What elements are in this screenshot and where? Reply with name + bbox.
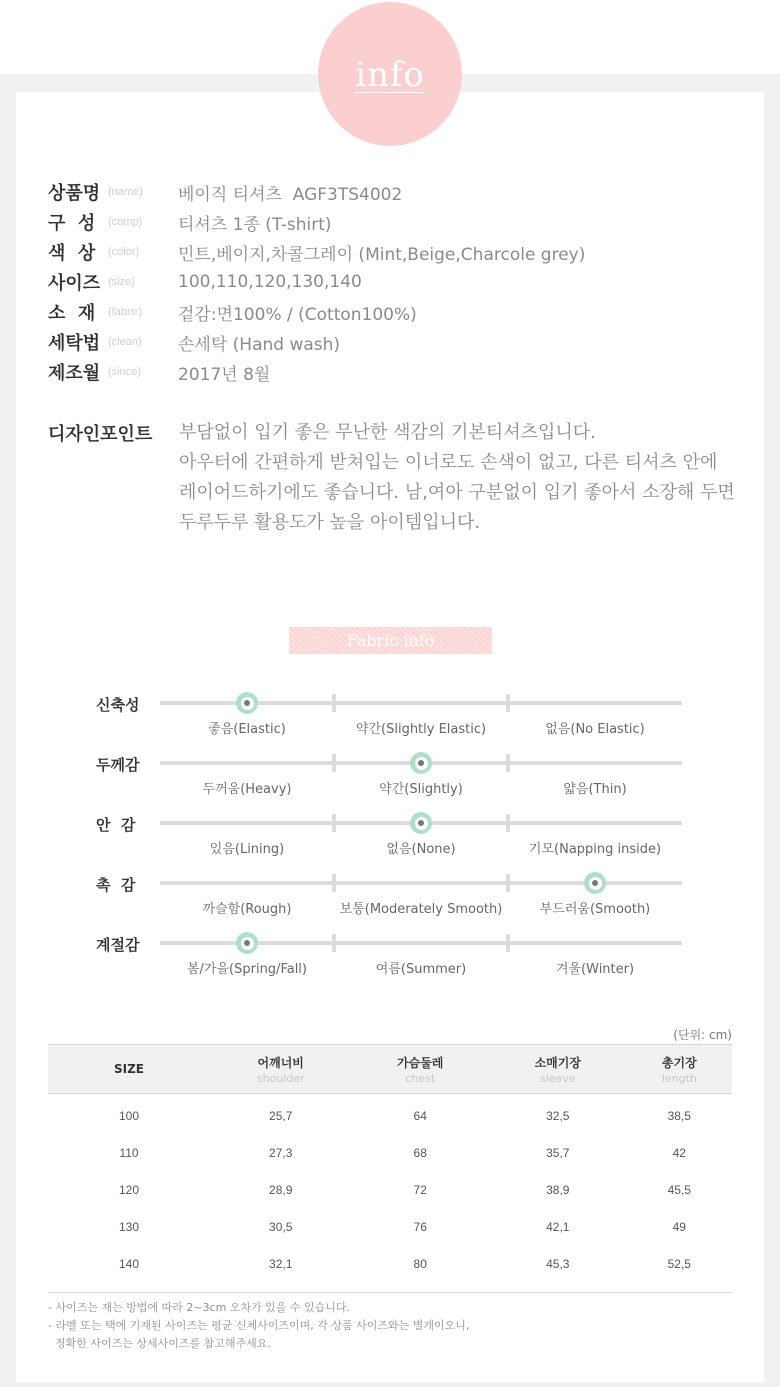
fabric-option: 좋음(Elastic) [208,722,286,737]
fabric-info-banner [289,627,492,654]
table-row [48,1245,732,1282]
spec-row [48,327,340,357]
design-point-line: 두루두루 활용도가 높을 아이템입니다. [179,512,481,533]
table-cell: 42,1 [546,1219,570,1234]
table-cell: 52,5 [667,1256,691,1271]
table-cell: 100 [118,1108,140,1123]
header-sleeve: 소매기장 sleeve [489,1045,627,1094]
table-cell: 38,9 [546,1182,570,1197]
spec-sub: (clean) [108,336,142,348]
table-cell: 25,7 [269,1108,293,1123]
spec-row [48,177,402,207]
size-table [48,1044,732,1282]
fabric-tick [506,754,510,772]
spec-key: 구 성 [48,213,96,234]
spec-value: 100,110,120,130,140 [178,272,362,292]
header-length: 총기장 length [627,1045,732,1094]
spec-sub: (size) [108,276,135,288]
marker-center-dot [418,760,424,766]
fabric-selected-marker [236,692,258,714]
fabric-option: 부드러움(Smooth) [539,902,651,917]
fabric-selected-marker [410,752,432,774]
fabric-option: 있음(Lining) [209,842,285,857]
table-row [48,1208,732,1245]
fabric-option: 까슬함(Rough) [202,902,292,917]
table-cell: 110 [119,1145,139,1160]
fabric-row-label: 촉 감 [96,876,136,894]
table-cell: 72 [413,1182,427,1197]
table-cell: 45,3 [546,1256,570,1271]
design-point-label: 디자인포인트 [48,424,153,445]
spec-key: 색 상 [48,243,96,264]
spec-sub: (name) [108,186,143,198]
fabric-option: 겨울(Winter) [555,962,635,977]
marker-center-dot [592,880,598,886]
size-notes [48,1299,469,1353]
fabric-tick [506,874,510,892]
spec-sub: (fabric) [108,306,143,318]
fabric-row-label: 두께감 [96,756,140,774]
fabric-option: 얇음(Thin) [563,782,627,797]
spec-value: 2017년 8월 [178,364,271,385]
note-line: 정확한 사이즈는 상세사이즈를 참고해주세요. [48,1337,271,1350]
design-point-line: 레이어드하기에도 좋습니다. 남,여아 구분없이 입기 좋아서 소장해 두면 [179,482,735,503]
marker-center-dot [244,700,250,706]
table-cell: 64 [413,1108,427,1123]
design-point-line: 아우터에 간편하게 받쳐입는 이너로도 손색이 없고, 다른 티셔츠 안에 [179,452,718,473]
fabric-info-title: Fabric info [346,631,435,650]
fabric-row-label: 신축성 [96,696,140,714]
spec-value: 민트,베이지,차콜그레이 (Mint,Beige,Charcole grey) [178,244,586,265]
note-line: - 라벨 또는 택에 기재된 사이즈는 평균 신체사이즈이며, 각 상품 사이즈와는 별개이오니, [48,1319,470,1332]
fabric-selected-marker [410,812,432,834]
table-row [48,1094,732,1135]
fabric-selected-marker [584,872,606,894]
table-cell: 35,7 [546,1145,570,1160]
fabric-tick [506,814,510,832]
table-cell: 32,5 [546,1108,570,1123]
fabric-option: 보통(Moderately Smooth) [339,902,503,917]
table-cell: 27,3 [269,1145,293,1160]
table-cell: 140 [118,1256,140,1271]
fabric-option: 봄/가을(Spring/Fall) [186,962,307,977]
table-cell: 32,1 [269,1256,293,1271]
table-cell: 28,9 [269,1182,293,1197]
header-shoulder: 어깨너비 shoulder [210,1045,351,1094]
spec-row [48,207,332,237]
fabric-tick [506,694,510,712]
table-cell: 49 [672,1219,686,1234]
fabric-tick [332,934,336,952]
spec-value: 겉감:면100% / (Cotton100%) [178,304,417,325]
fabric-option: 기모(Napping inside) [528,842,662,857]
spec-key: 상품명 [48,183,101,204]
fabric-tick [332,694,336,712]
spec-key: 세탁법 [48,333,101,354]
marker-center-dot [244,940,250,946]
table-cell: 130 [118,1219,140,1234]
table-cell: 30,5 [269,1219,293,1234]
fabric-tick [332,874,336,892]
table-cell: 45,5 [667,1182,691,1197]
spec-sub: (color) [108,246,140,258]
fabric-tick [506,934,510,952]
fabric-tick [332,754,336,772]
divider [48,1292,732,1293]
table-cell: 68 [413,1145,427,1160]
info-badge [318,2,462,146]
header-size: SIZE [48,1045,210,1094]
design-point-line: 부담없이 입기 좋은 무난한 색감의 기본티셔츠입니다. [179,422,596,443]
fabric-option: 두꺼움(Heavy) [202,782,292,797]
fabric-option: 없음(No Elastic) [545,722,645,737]
table-cell: 38,5 [667,1108,691,1123]
table-cell: 80 [413,1256,427,1271]
table-row [48,1134,732,1171]
marker-center-dot [418,820,424,826]
fabric-row-label: 안 감 [96,816,136,834]
table-cell: 76 [413,1219,427,1234]
header-chest: 가슴둘레 chest [351,1045,489,1094]
fabric-selected-marker [236,932,258,954]
info-badge-label: info [355,55,425,95]
unit-note: (단위: cm) [673,1028,732,1042]
spec-key: 사이즈 [48,273,101,294]
table-row [48,1171,732,1208]
spec-row [48,357,270,387]
spec-row [48,237,585,267]
spec-key: 제조월 [48,363,101,384]
fabric-row-label: 계절감 [96,936,140,954]
spec-value: 티셔츠 1종 (T-shirt) [178,214,332,235]
fabric-option: 약간(Slightly) [379,782,463,797]
note-line: - 사이즈는 재는 방법에 따라 2~3cm 오차가 있을 수 있습니다. [48,1301,351,1314]
spec-row [48,297,417,327]
fabric-tick [332,814,336,832]
spec-key: 소 재 [48,303,96,324]
table-cell: 42 [672,1145,686,1160]
design-point-text [179,418,749,538]
fabric-option: 약간(Slightly Elastic) [355,722,487,737]
size-table-header [48,1045,732,1094]
fabric-option: 여름(Summer) [375,962,467,977]
fabric-option: 없음(None) [386,842,456,857]
spec-sub: (comp) [108,216,143,228]
spec-value: 손세탁 (Hand wash) [178,334,341,355]
table-cell: 120 [118,1182,140,1197]
spec-sub: (since) [108,366,142,378]
spec-row [48,267,362,297]
spec-value: 베이직 티셔츠 AGF3TS4002 [178,184,403,205]
